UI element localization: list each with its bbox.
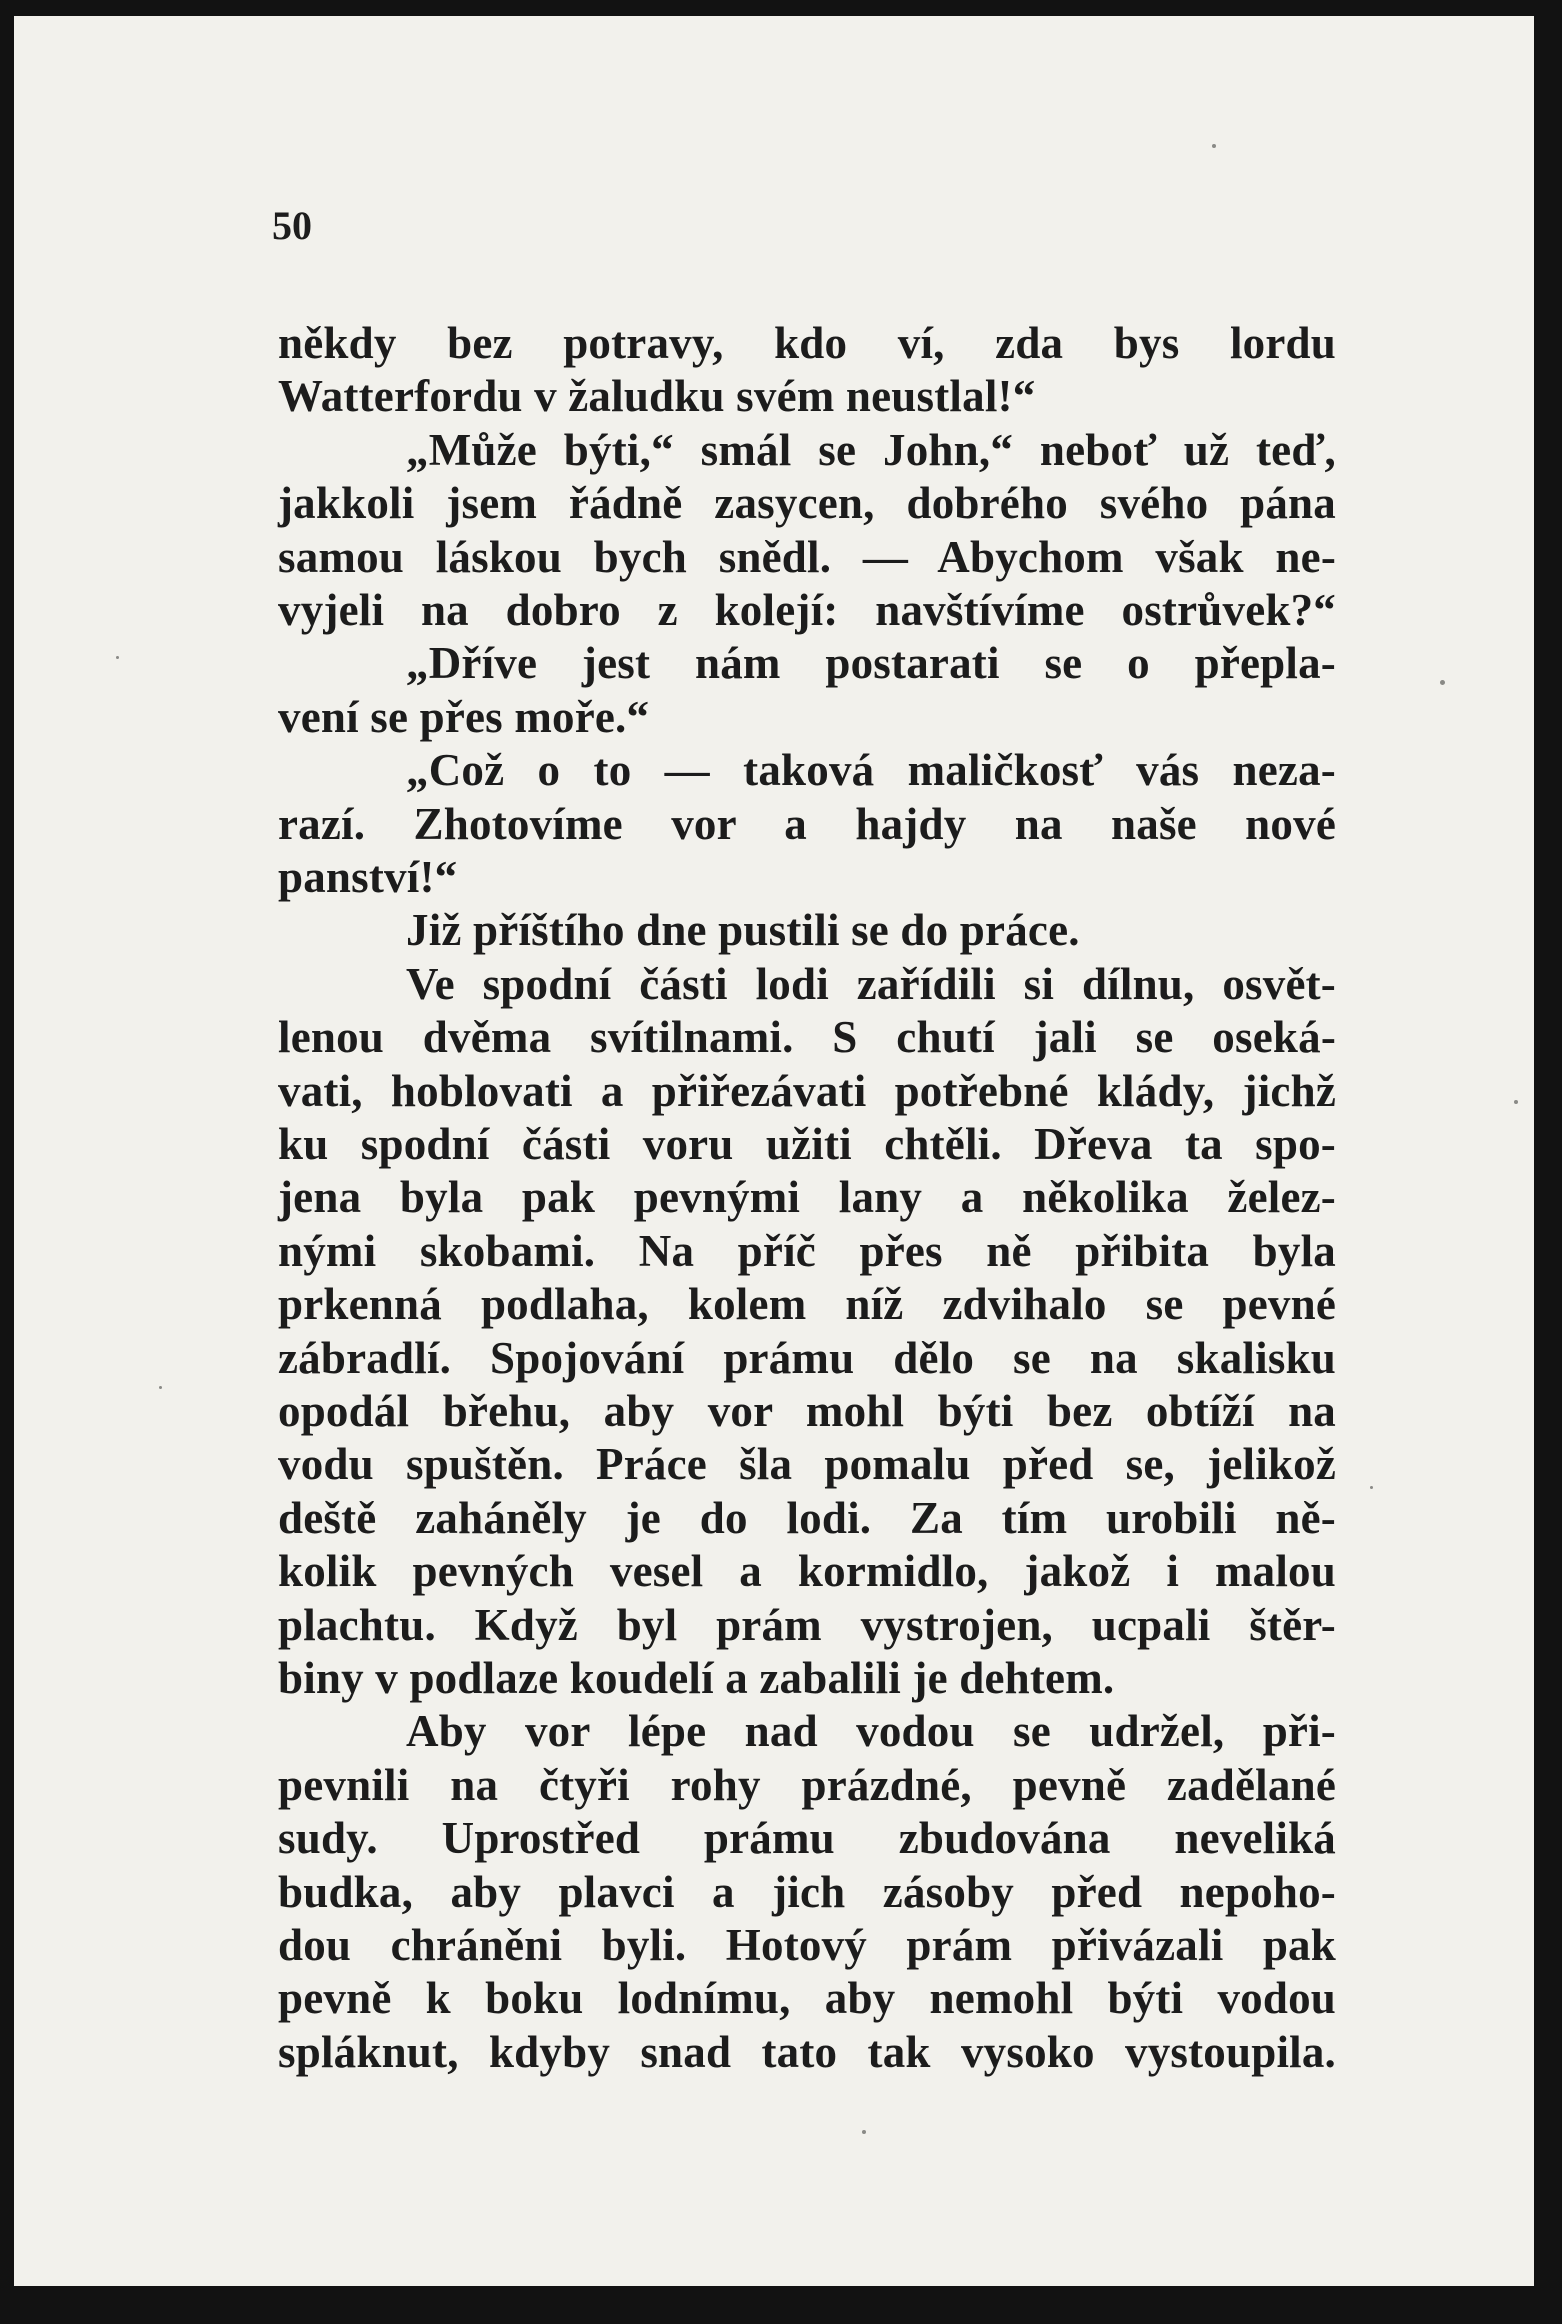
text-line: „Dříve jest nám postarati se o přepla- (406, 638, 1336, 689)
text-line: spláknut, kdyby snad tato tak vysoko vystoupila. (278, 2026, 1336, 2077)
text-line: jena byla pak pevnými lany a několika želez- (278, 1172, 1336, 1223)
text-line: ku spodní části voru užiti chtěli. Dřeva ta spo- (278, 1119, 1336, 1169)
text-line: plachtu. Když byl prám vystrojen, ucpali štěr- (278, 1599, 1336, 1650)
text-line: kolik pevných vesel a kormidlo, jakož i malou (278, 1546, 1336, 1597)
text-line: biny v podlaze koudelí a zabalili je dehtem. (278, 1653, 1115, 1703)
text-line: vodu spuštěn. Práce šla pomalu před se, jelikož (278, 1439, 1336, 1490)
dust-speck (159, 1386, 162, 1389)
text-line: vyjeli na dobro z kolejí: navštívíme ostrůvek?“ (278, 585, 1336, 635)
text-line: lenou dvěma svítilnami. S chutí jali se oseká- (278, 1012, 1336, 1063)
text-line: opodál břehu, aby vor mohl býti bez obtíží na (278, 1386, 1336, 1436)
book-page (14, 16, 1534, 2286)
dust-speck (1212, 144, 1216, 148)
text-line: jakkoli jsem řádně zasycen, dobrého svého pána (278, 478, 1336, 529)
text-line: sudy. Uprostřed prámu zbudována neveliká (278, 1813, 1336, 1864)
dust-speck (1514, 1100, 1518, 1104)
text-line: samou láskou bych snědl. — Abychom však ne- (278, 531, 1336, 582)
text-line: Již příštího dne pustili se do práce. (406, 905, 1080, 956)
text-line: vati, hoblovati a přiřezávati potřebné klády, jichž (278, 1065, 1336, 1116)
text-line: nými skobami. Na příč přes ně přibita byla (278, 1225, 1336, 1276)
text-line: budka, aby plavci a jich zásoby před nepoho- (278, 1866, 1336, 1917)
text-line: zábradlí. Spojování prámu dělo se na skalisku (278, 1332, 1336, 1383)
text-line: „Což o to — taková maličkosť vás neza- (406, 745, 1336, 796)
text-line: Ve spodní části lodi zařídili si dílnu, osvět- (406, 958, 1336, 1009)
page-number: 50 (272, 203, 312, 248)
text-line: deště zaháněly je do lodi. Za tím urobili ně- (278, 1492, 1336, 1543)
dust-speck (1440, 680, 1445, 685)
text-line: dou chráněni byli. Hotový prám přivázali pak (278, 1920, 1336, 1970)
text-line: pevně k boku lodnímu, aby nemohl býti vodou (278, 1973, 1336, 2024)
text-line: pevnili na čtyři rohy prázdné, pevně zadělané (278, 1759, 1336, 1810)
text-line: panství!“ (278, 852, 458, 902)
text-line: Aby vor lépe nad vodou se udržel, při- (406, 1706, 1336, 1757)
dust-speck (116, 656, 119, 659)
text-line: vení se přes moře.“ (278, 691, 650, 742)
dust-speck (1370, 1486, 1373, 1489)
dust-speck (862, 2130, 866, 2134)
text-line: „Může býti,“ smál se John,“ neboť už teď, (406, 424, 1336, 475)
text-line: prkenná podlaha, kolem níž zdvihalo se pevné (278, 1279, 1336, 1330)
text-line: razí. Zhotovíme vor a hajdy na naše nové (278, 798, 1336, 849)
text-line: někdy bez potravy, kdo ví, zda bys lordu (278, 318, 1336, 368)
text-line: Watterfordu v žaludku svém neustlal!“ (278, 371, 1036, 422)
